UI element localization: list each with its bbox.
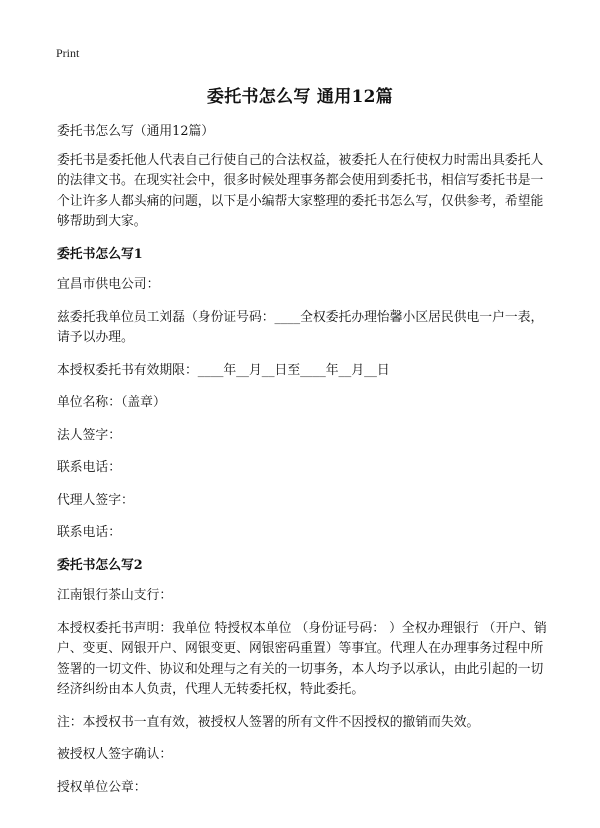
section-1-agent-signature: 代理人签字： — [57, 492, 134, 508]
section-2-recipient: 江南银行茶山支行： — [57, 588, 173, 603]
intro-paragraph: 委托书是委托他人代表自己行使自己的合法权益，被委托人在行使权力时需出具委托人的法律文书。在现实社会中，很多时候处理事务都会使用到委托书，相信写委托书是一个让许多人都头痛的问题，以下是小编帮大家整理的委托书怎么写，仅供参考，希望能够帮助到大家。 — [57, 152, 544, 229]
section-1-heading: 委托书怎么写1 — [57, 246, 143, 262]
document-body — [57, 122, 549, 810]
document-subtitle: 委托书怎么写（通用12篇） — [57, 124, 215, 139]
document-title: 委托书怎么写 通用12篇 — [206, 87, 394, 107]
section-2-body: 本授权委托书声明：我单位 特授权本单位 （身份证号码： ）全权办理银行 （开户、销户、变更、网银开户、网银变更、网银密码重置）等事宜。代理人在办理事务过程中所签署的一切文件、协议和处理与之有关的一切事务，本人均予以承认，由此引起的一切经济纠纷由本人负责，代理人无转委托权，特此委托。 — [57, 620, 547, 697]
print-label[interactable]: Print — [56, 46, 80, 60]
section-2-note: 注：本授权书一直有效，被授权人签署的所有文件不因授权的撤销而失效。 — [57, 714, 480, 730]
section-2-org-seal: 授权单位公章： — [57, 779, 147, 795]
section-1-org-name: 单位名称：（盖章） — [57, 395, 166, 410]
section-1-validity: 本授权委托书有效期限：____年__月__日至____年__月__日 — [57, 362, 390, 378]
section-1-body: 兹委托我单位员工刘磊（身份证号码：____全权委托办理怡馨小区居民供电一户一表，请予以办理。 — [57, 309, 544, 345]
section-2-grantee-confirm: 被授权人签字确认： — [57, 747, 173, 762]
section-1-legal-signature: 法人签字： — [57, 427, 121, 443]
section-2-heading: 委托书怎么写2 — [57, 557, 143, 573]
section-1-agent-phone: 联系电话： — [57, 525, 121, 540]
section-1-phone: 联系电话： — [57, 460, 121, 475]
section-1-recipient: 宜昌市供电公司： — [57, 277, 160, 292]
